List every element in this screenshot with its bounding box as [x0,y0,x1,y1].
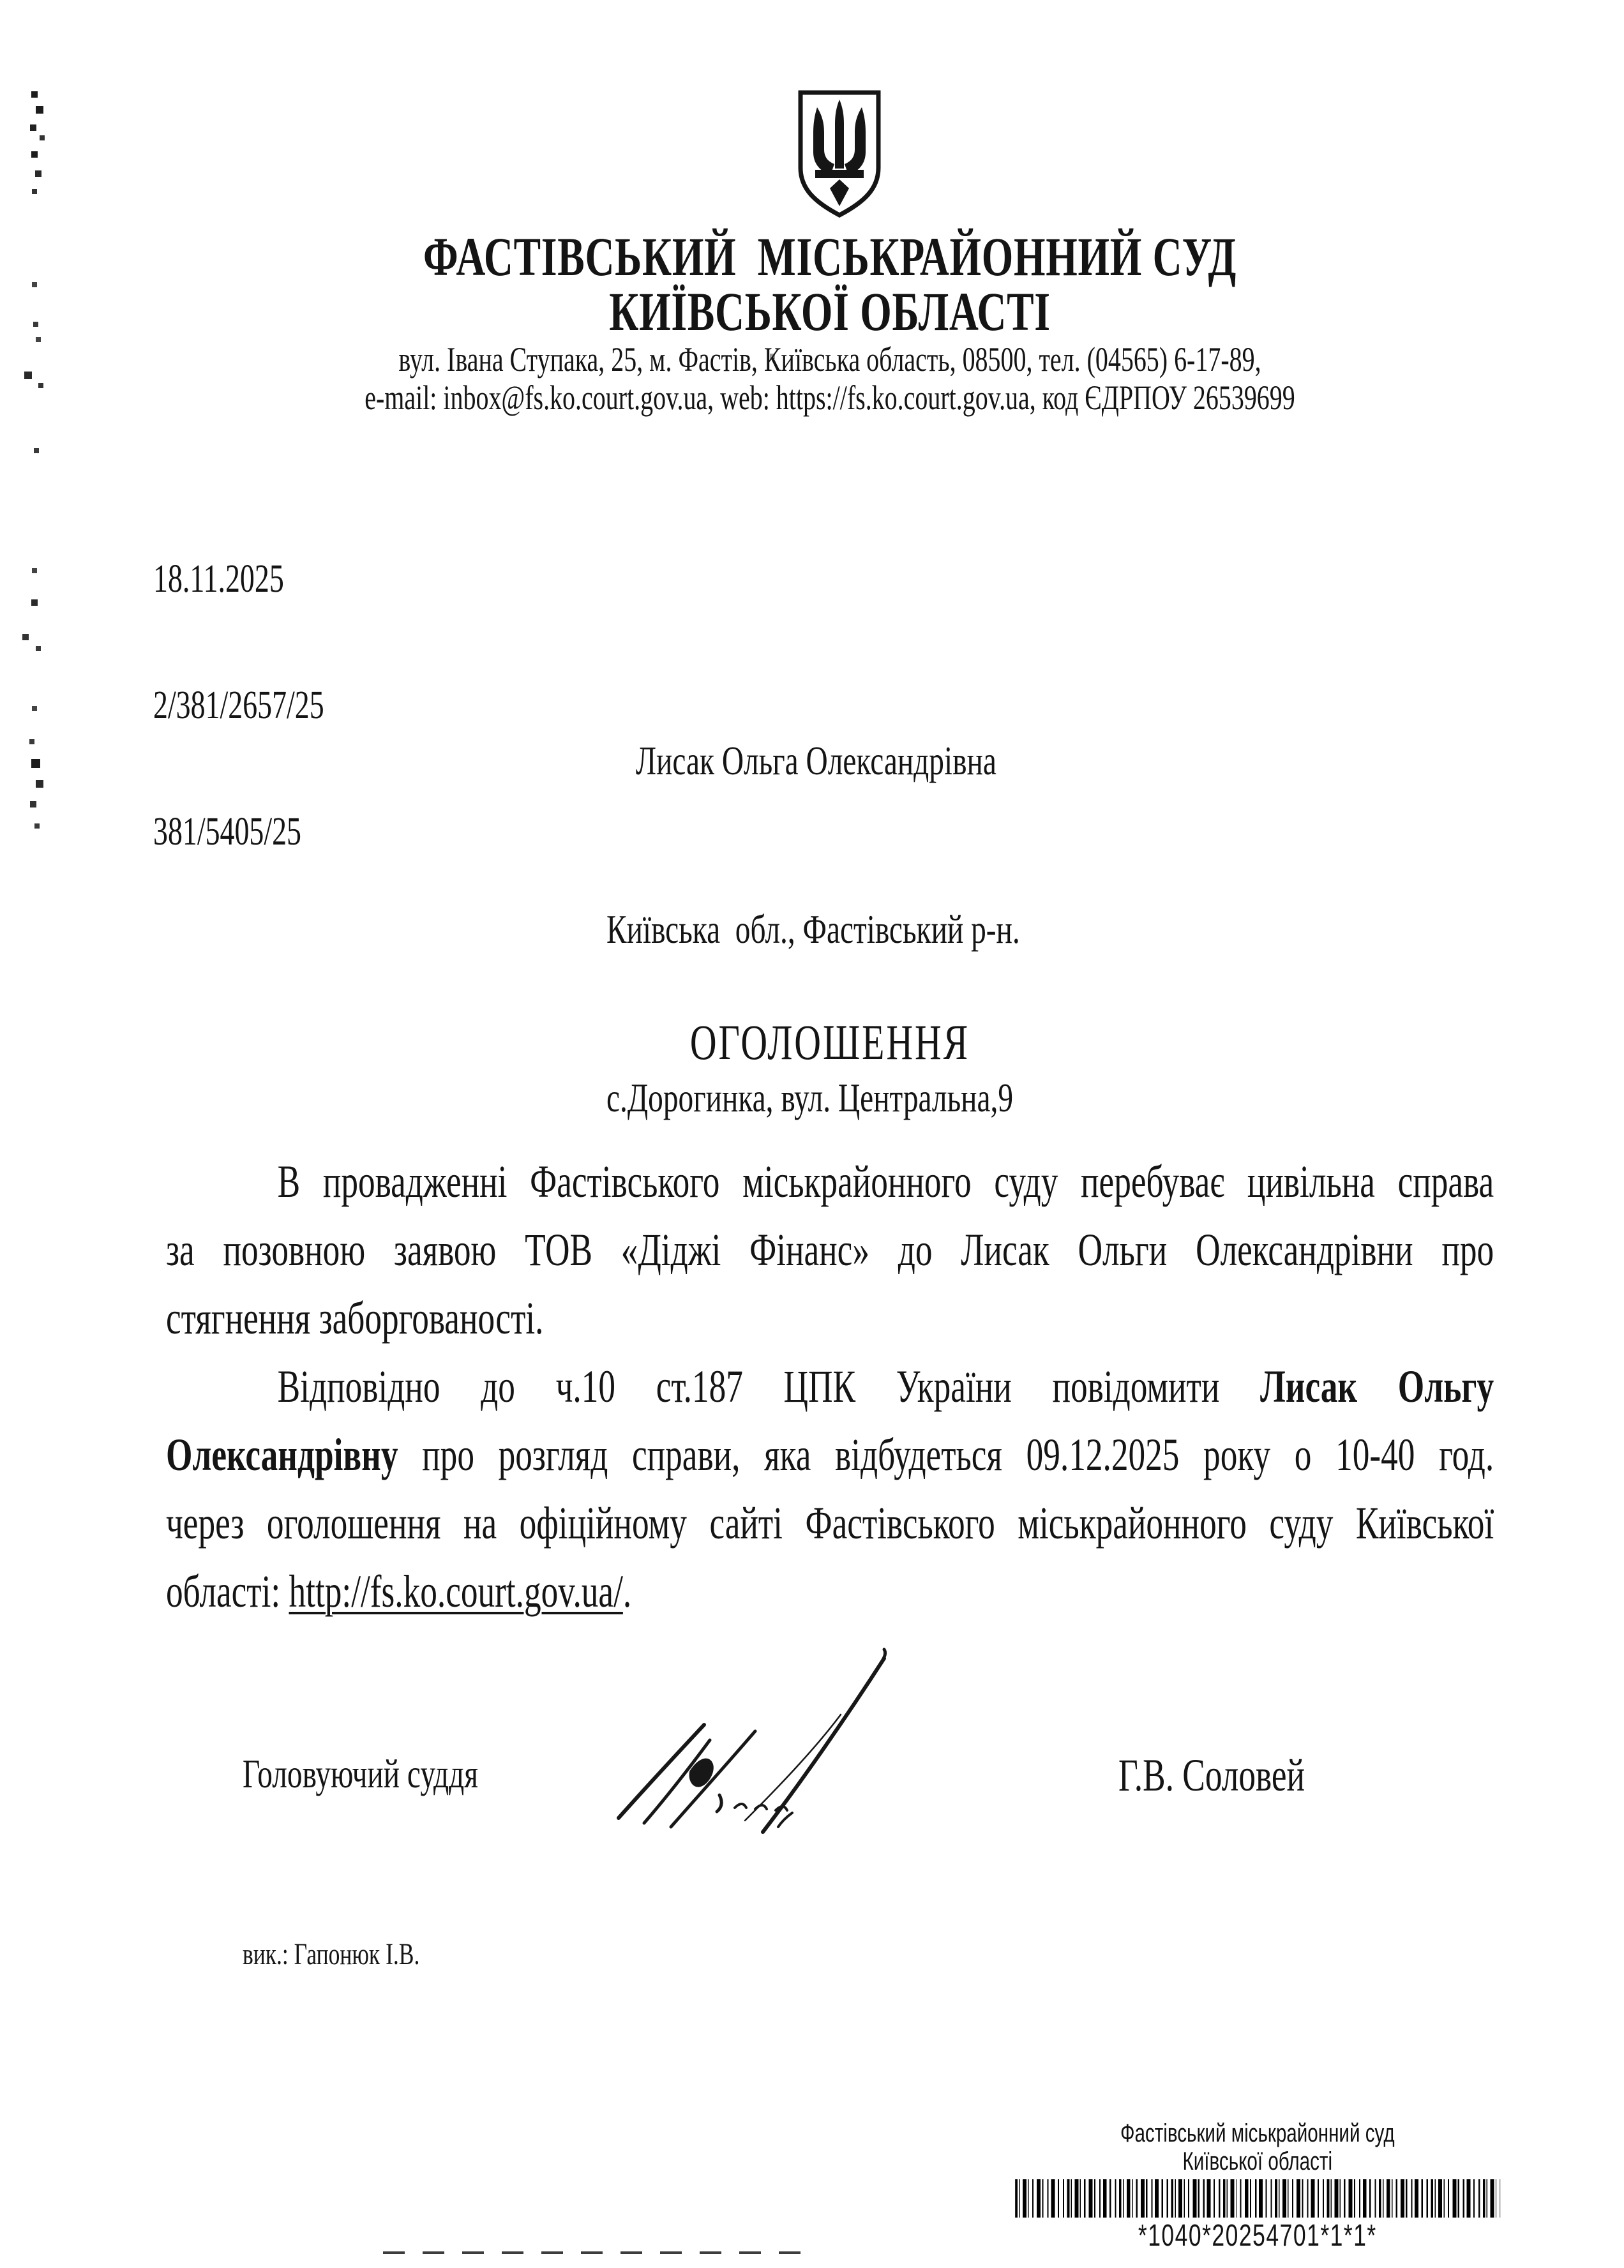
body-text-segment: В провадженні Фастівського міськрайонного суду перебуває цивільна справа [277,1156,1494,1207]
scan-edge-artifact [383,2251,801,2254]
body-paragraph-2 [166,1353,1494,1626]
body-text-segment: за позовною заявою ТОВ «Діджі Фінанс» до Лисак Ольги Олександрівни про [166,1224,1494,1275]
body-text-segment: про розгляд справи, яка відбудеться 09.12.2025 року о 10-40 год. [398,1429,1494,1480]
judge-name: Г.В. Соловей [1118,1750,1305,1801]
body-text-segment: Лисак Ольгу [1260,1361,1494,1412]
court-site-url: http://fs.ko.court.gov.ua/ [289,1566,623,1617]
judge-signature [610,1628,910,1838]
document-title: ОГОЛОШЕННЯ [689,1014,970,1070]
body-text-line [166,1558,1494,1626]
footer-court-line1: Фастівський міськрайонний суд [1120,2119,1395,2147]
body-text-segment: області: [166,1566,289,1617]
document-date: 18.11.2025 [153,557,284,601]
body-text-line [166,1216,1494,1284]
body-text-segment: . [622,1566,632,1617]
body-text-line [166,1148,1494,1216]
signature-role-label: Головуючий суддя [243,1751,479,1796]
recipient-region: Київська обл., Фастівський р-н. [606,906,1020,952]
court-name-line2: КИЇВСЬКОЇ ОБЛАСТІ [609,281,1051,342]
court-contacts-line: e-mail: inbox@fs.ko.court.gov.ua, web: https://fs.ko.court.gov.ua, код ЄДРПОУ 26539699 [365,379,1295,417]
executor-note: вик.: Гапонюк І.В. [243,1937,420,1971]
body-text-line [166,1353,1494,1421]
body-text-line [166,1284,1494,1353]
footer-court-line2: Київської області [1182,2147,1333,2175]
body-paragraph-1 [166,1148,1494,1353]
body-text-segment: стягнення заборгованості. [166,1293,544,1344]
body-text-line [166,1489,1494,1558]
court-address-line: вул. Івана Ступака, 25, м. Фастів, Київська область, 08500, тел. (04565) 6-17-89, [398,340,1261,379]
scan-noise-specks [0,0,3,3]
body-text-line [166,1421,1494,1489]
barcode [1015,2179,1500,2218]
recipient-name: Лисак Ольга Олександрівна [635,738,996,783]
recipient-block [606,620,1020,1182]
body-text-segment: Відповідно до ч.10 ст.187 ЦПК України повідомити [277,1361,1261,1412]
body-text-segment: Олександрівну [166,1429,398,1480]
barcode-text: *1040*20254701*1*1* [1138,2219,1377,2253]
court-name-line1: ФАСТІВСЬКИЙ МІСЬКРАЙОННИЙ СУД [423,226,1237,287]
ukraine-trident-emblem [796,89,883,218]
document-meta-block [153,474,324,895]
document-body [166,1148,1494,1626]
body-text-segment: через оголошення на офіційному сайті Фастівського міськрайонного суду Київської [166,1498,1494,1549]
recipient-address: с.Дорогинка, вул. Центральна,9 [606,1075,1014,1120]
registration-number: 381/5405/25 [153,810,301,853]
case-number: 2/381/2657/25 [153,684,324,727]
footer-stamp [1012,2119,1503,2253]
